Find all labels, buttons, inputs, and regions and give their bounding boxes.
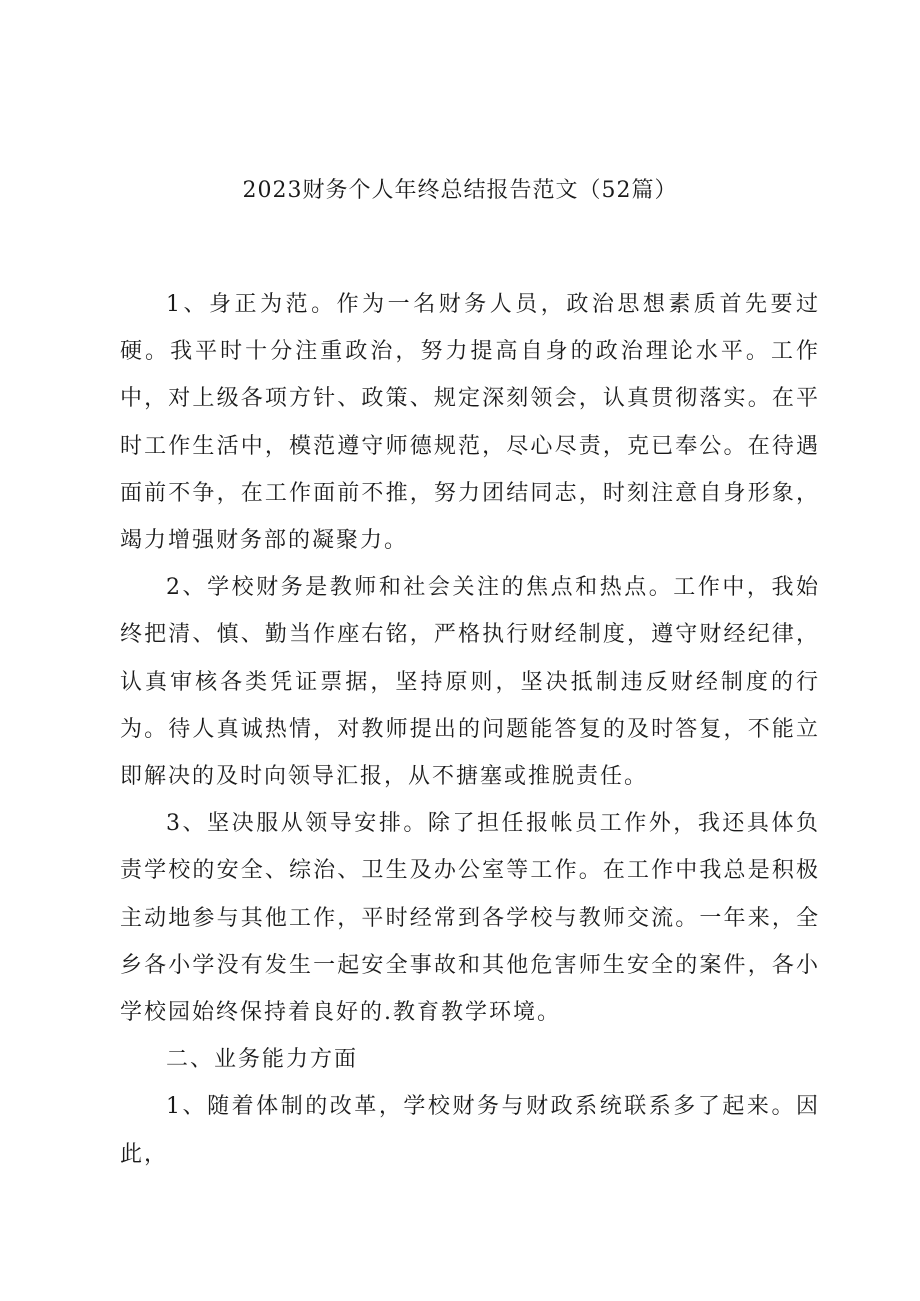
document-title: 2023财务个人年终总结报告范文（52篇）: [242, 178, 678, 203]
paragraph-4: 1、随着体制的改革，学校财务与财政系统联系多了起来。因此，: [120, 1094, 820, 1167]
paragraph-1: 1、身正为范。作为一名财务人员，政治思想素质首先要过硬。我平时十分注重政治，努力提高自身的政治理论水平。工作中，对上级各项方针、政策、规定深刻领会，认真贯彻落实。在平时工作生活中，模范遵守师德规范，尽心尽责，克已奉公。在待遇面前不争，在工作面前不推，努力团结同志，时刻注意自身形象，竭力增强财务部的凝聚力。: [120, 292, 820, 554]
paragraph-3: 3、坚决服从领导安排。除了担任报帐员工作外，我还具体负责学校的安全、综治、卫生及办公室等工作。在工作中我总是积极主动地参与其他工作，平时经常到各学校与教师交流。一年来，全乡各小学没有发生一起安全事故和其他危害师生安全的案件，各小学校园始终保持着良好的.教育教学环境。: [120, 811, 820, 1026]
paragraph-2: 2、学校财务是教师和社会关注的焦点和热点。工作中，我始终把清、慎、勤当作座右铭，严格执行财经制度，遵守财经纪律，认真审核各类凭证票据，坚持原则，坚决抵制违反财经制度的行为。待人真诚热情，对教师提出的问题能答复的及时答复，不能立即解决的及时向领导汇报，从不搪塞或推脱责任。: [120, 575, 820, 790]
section-heading: 二、业务能力方面: [166, 1047, 359, 1073]
document-body: [120, 281, 820, 1178]
